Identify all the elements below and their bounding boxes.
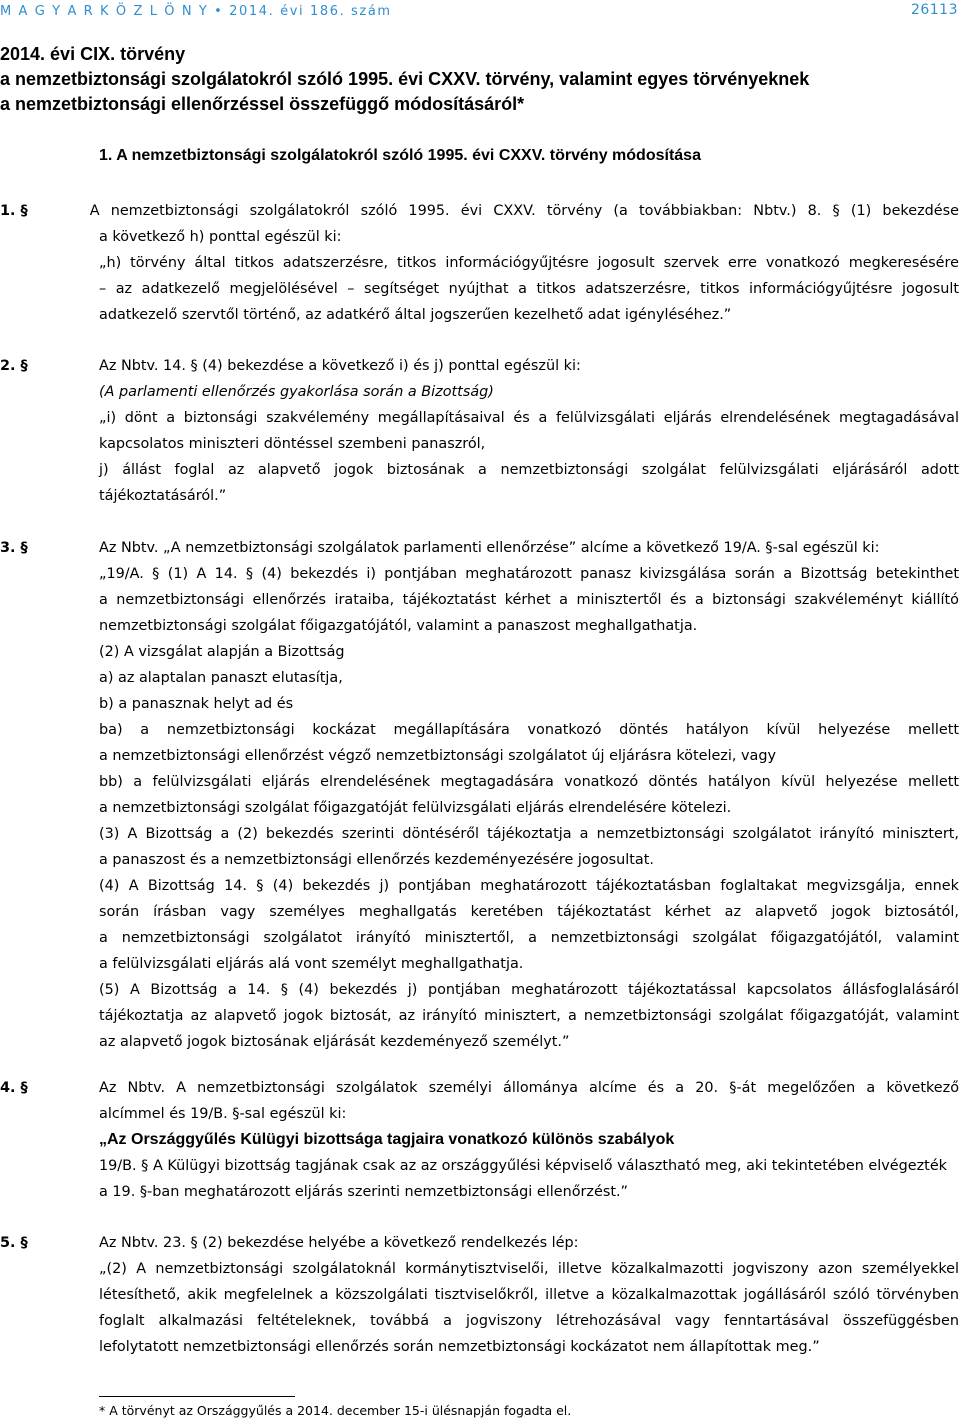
section-1-number: 1. §: [0, 203, 28, 219]
running-title: M A G Y A R K Ö Z L Ö N Y • 2014. évi 186. szám: [0, 4, 392, 19]
section-4-line-5: a 19. §-ban meghatározott eljárás szerinti nemzetbiztonsági ellenőrzést.”: [99, 1184, 628, 1200]
footnote: * A törvényt az Országgyűlés a 2014. december 15-i ülésnapján fogadta el.: [99, 1403, 572, 1418]
section-3-line-7: b) a panasznak helyt ad és: [99, 696, 294, 712]
section-2-line-1: Az Nbtv. 14. § (4) bekezdése a következő i) és j) ponttal egészül ki:: [99, 358, 581, 374]
section-3-line-1: Az Nbtv. „A nemzetbiztonsági szolgálatok parlamenti ellenőrzése” alcíme a következő 19/A. §-sal egészül ki:: [99, 540, 880, 556]
section-1-line-4: – az adatkezelő megjelölésével – segítséget nyújthat a titkos adatszerzésre, titkos információgyűjtésre jogosult: [99, 281, 959, 297]
section-4-number: 4. §: [0, 1080, 28, 1096]
section-2-number: 2. §: [0, 358, 28, 374]
act-title-line-3: a nemzetbiztonsági ellenőrzéssel összefüggő módosításáról*: [0, 94, 525, 114]
section-5-line-4: foglalt alkalmazási feltételeknek, továbbá a jogviszony létrehozásával vagy fenntartásával összefüggésben: [99, 1313, 959, 1329]
act-title-line-2: a nemzetbiztonsági szolgálatokról szóló 1995. évi CXXV. törvény, valamint egyes törvényeknek: [0, 69, 810, 89]
running-header: [0, 2, 960, 24]
section-4-subheading: „Az Országgyűlés Külügyi bizottsága tagjaira vonatkozó különös szabályok: [99, 1131, 675, 1148]
section-1-line-3: „h) törvény által titkos adatszerzésre, titkos információgyűjtésre jogosult szervek erre vonatkozó megkeresésére: [99, 255, 959, 271]
section-2-line-5: j) állást foglal az alapvető jogok biztosának a nemzetbiztonsági szolgálat felülvizsgálati eljárásáról adott: [99, 462, 959, 478]
act-title-line-1: 2014. évi CIX. törvény: [0, 44, 186, 64]
section-4-line-1: Az Nbtv. A nemzetbiztonsági szolgálatok személyi állománya alcíme és a 20. §-át megelőzően a következő: [99, 1080, 959, 1096]
footnote-divider: [99, 1396, 295, 1397]
section-2-line-6: tájékoztatásáról.”: [99, 488, 227, 504]
section-3-line-15: során írásban vagy személyes meghallgatás keretében tájékoztatást kérhet az alapvető jogok biztosától,: [99, 904, 959, 920]
section-3-line-12: (3) A Bizottság a (2) bekezdés szerinti döntéséről tájékoztatja a nemzetbiztonsági szolgálatot irányító minisztert,: [99, 826, 959, 842]
section-3-line-2: „19/A. § (1) A 14. § (4) bekezdés i) pontjában meghatározott panasz kivizsgálása során a Bizottság betekinthet: [99, 566, 959, 582]
section-3-line-18: (5) A Bizottság a 14. § (4) bekezdés j) pontjában meghatározott tájékoztatással kapcsolatos állásfoglalásáról: [99, 982, 959, 998]
section-3-line-16: a nemzetbiztonsági szolgálatot irányító minisztertől, a nemzetbiztonsági szolgálat főigazgatójától, valamint: [99, 930, 959, 946]
act-title: [0, 42, 960, 117]
section-3-line-4: nemzetbiztonsági szolgálat főigazgatójától, valamint a panaszost meghallgathatja.: [99, 618, 698, 634]
chapter-title: 1. A nemzetbiztonsági szolgálatokról szóló 1995. évi CXXV. törvény módosítása: [99, 147, 701, 164]
section-2-line-2: (A parlamenti ellenőrzés gyakorlása során a Bizottság): [99, 384, 494, 400]
section-5-line-2: „(2) A nemzetbiztonsági szolgálatoknál kormánytisztviselői, illetve közalkalmazotti jogviszony azon személyekkel: [99, 1261, 959, 1277]
section-3-line-13: a panaszost és a nemzetbiztonsági ellenőrzés kezdeményezésére jogosultat.: [99, 852, 654, 868]
section-1-line-5: adatkezelő szervtől történő, az adatkérő által jogszerűen kezelhető adat igényléséhez.”: [99, 307, 732, 323]
section-3-line-14: (4) A Bizottság 14. § (4) bekezdés j) pontjában meghatározott tájékoztatásban foglaltakat megvizsgálja, ennek: [99, 878, 959, 894]
section-4-line-2: alcímmel és 19/B. §-sal egészül ki:: [99, 1106, 347, 1122]
section-5-number: 5. §: [0, 1235, 28, 1251]
section-5-line-5: lefolytatott nemzetbiztonsági ellenőrzés során nemzetbiztonsági kockázatot nem állapítottak meg.”: [99, 1339, 820, 1355]
section-3-line-10: bb) a felülvizsgálati eljárás elrendelésének megtagadására vonatkozó döntés hatályon kívül helyezése mellett: [99, 774, 959, 790]
section-1-line-2: a következő h) ponttal egészül ki:: [99, 229, 342, 245]
section-3-line-8: ba) a nemzetbiztonsági kockázat megállapítására vonatkozó döntés hatályon kívül helyezése mellett: [99, 722, 959, 738]
section-3-line-20: az alapvető jogok biztosának eljárását kezdeményező személyt.”: [99, 1034, 570, 1050]
section-1-line-1-text: A nemzetbiztonsági szolgálatokról szóló 1995. évi CXXV. törvény (a továbbiakban: Nbtv.) 8. § (1) bekezdése: [89, 203, 959, 219]
section-5-line-3: létesíthető, akik megfelelnek a közszolgálati tisztviselőkről, illetve a közalkalmazottak jogállásáról szóló törvényben: [99, 1287, 959, 1303]
section-2-line-4: kapcsolatos miniszteri döntéssel szembeni panaszról,: [99, 436, 486, 452]
section-3-line-5: (2) A vizsgálat alapján a Bizottság: [99, 644, 345, 660]
section-3-number: 3. §: [0, 540, 28, 556]
section-4-line-4: 19/B. § A Külügyi bizottság tagjának csak az az országgyűlési képviselő választható meg, aki tekintetében elvégezték: [99, 1158, 948, 1174]
section-5-line-1: Az Nbtv. 23. § (2) bekezdése helyébe a következő rendelkezés lép:: [99, 1235, 579, 1251]
section-3-line-6: a) az alaptalan panaszt elutasítja,: [99, 670, 343, 686]
section-3-line-3: a nemzetbiztonsági ellenőrzés irataiba, tájékoztatást kérhet a minisztertől és a biztonsági szakvéleményt kiállító: [99, 592, 959, 608]
page-number: 26113: [910, 2, 958, 18]
section-3-line-19: tájékoztatja az alapvető jogok biztosát, az irányító minisztert, a nemzetbiztonsági szolgálat főigazgatóját, valamint: [99, 1008, 959, 1024]
section-3-line-17: a felülvizsgálati eljárás alá vont személyt meghallgathatja.: [99, 956, 524, 972]
section-2-line-3: „i) dönt a biztonsági szakvélemény megállapításaival és a felülvizsgálati eljárás elrendelésének megtagadásával: [99, 410, 959, 426]
section-1-line-1: [0, 198, 959, 224]
section-3-line-9: a nemzetbiztonsági ellenőrzést végző nemzetbiztonsági szolgálatot új eljárásra kötelezi, vagy: [99, 748, 776, 764]
section-3-line-11: a nemzetbiztonsági szolgálat főigazgatóját felülvizsgálati eljárás elrendelésére kötelezi.: [99, 800, 732, 816]
